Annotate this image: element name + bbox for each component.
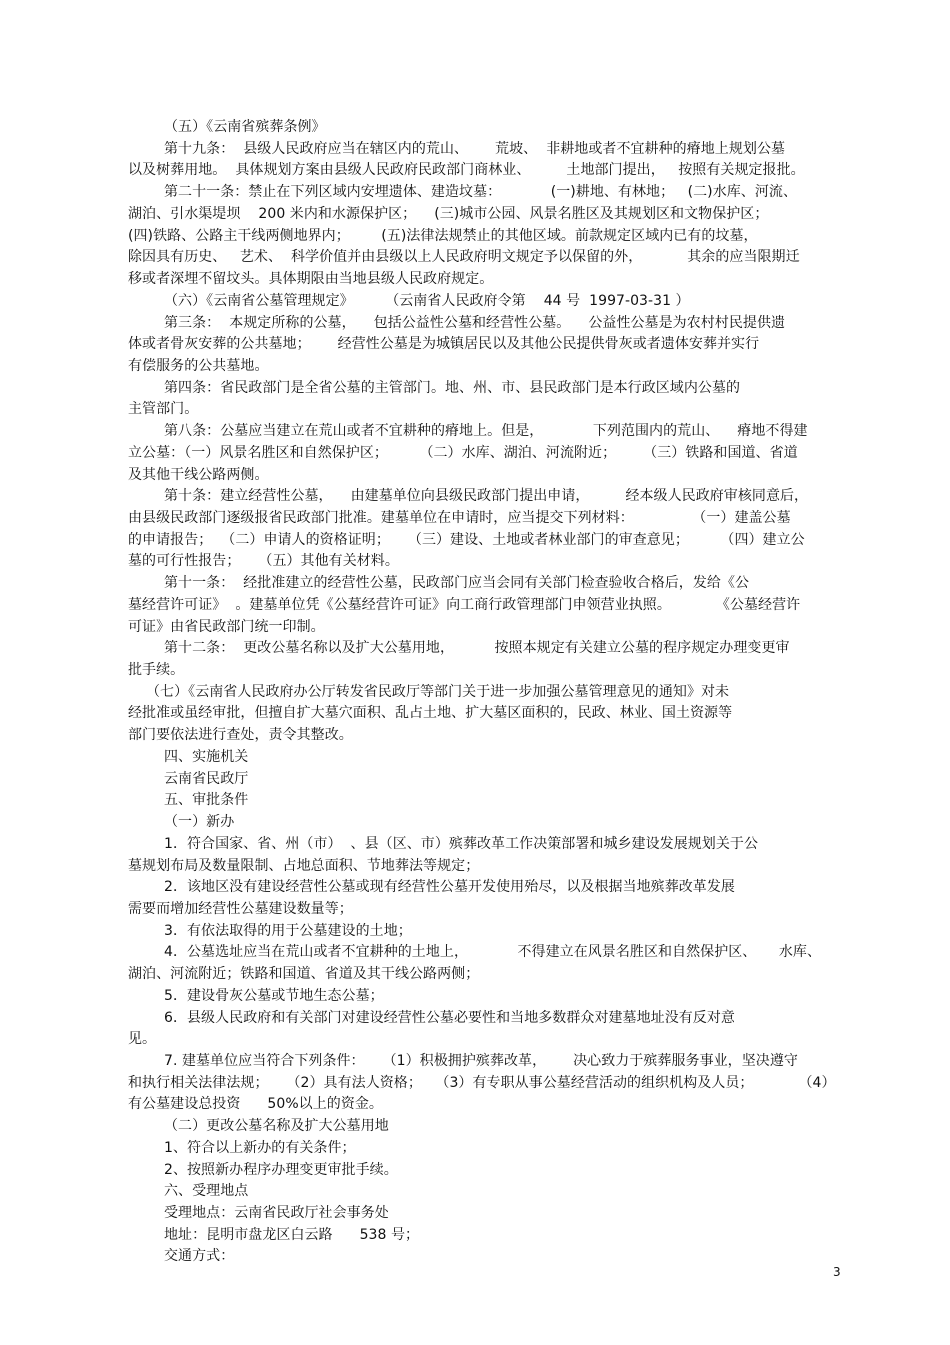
page-number: 3 — [833, 1265, 841, 1279]
text-line: 2、按照新办程序办理变更审批手续。 — [128, 1161, 398, 1178]
text-line: 有公墓建设总投资 50%以上的资金。 — [128, 1096, 383, 1113]
text-line: 第十条：建立经营性公墓， 由建墓单位向县级民政部门提出申请， 经本级人民政府审核同意后， — [128, 488, 809, 505]
text-line: 3．有依法取得的用于公墓建设的土地； — [128, 922, 412, 939]
text-line: 四、实施机关 — [128, 748, 249, 765]
text-line: 交通方式： — [128, 1248, 235, 1265]
text-line: （一）新办 — [128, 814, 235, 830]
text-line: 墓的可行性报告； （五）其他有关材料。 — [128, 553, 399, 570]
text-line: 云南省民政厅 — [128, 770, 249, 787]
text-line: 1．符合国家、省、州（市） 、县（区、市）殡葬改革工作决策部署和城乡建设发展规划关于公 — [128, 835, 759, 852]
text-line: 主管部门。 — [128, 401, 199, 418]
text-line: 以及树葬用地。 具体规划方案由县级人民政府民政部门商林业、 土地部门提出， 按照有关规定报批。 — [128, 162, 805, 179]
text-line: （五）《云南省殡葬条例》 — [128, 119, 326, 135]
text-line: 1、符合以上新办的有关条件； — [128, 1139, 356, 1156]
text-line: （六）《云南省公墓管理规定》 （云南省人民政府令第 44 号 1997-03-31 ） — [128, 292, 690, 309]
text-line: (四)铁路、公路主干线两侧地界内； (五)法律法规禁止的其他区域。前款规定区域内已有的坟墓， — [128, 227, 758, 244]
text-line: 第八条：公墓应当建立在荒山或者不宜耕种的瘠地上。但是， 下列范围内的荒山、 瘠地不得建 — [128, 423, 808, 440]
text-line: 立公墓：（一）风景名胜区和自然保护区； （二）水库、湖泊、河流附近； （三）铁路和国道、省道 — [128, 444, 798, 461]
text-line: 第四条：省民政部门是全省公墓的主管部门。地、州、市、县民政部门是本行政区域内公墓的 — [128, 379, 741, 396]
text-line: 六、受理地点 — [128, 1183, 249, 1200]
text-line: 湖泊、河流附近；铁路和国道、省道及其干线公路两侧； — [128, 966, 480, 983]
text-line: 第三条： 本规定所称的公墓， 包括公益性公墓和经营性公墓。 公益性公墓是为农村村民提供遗 — [128, 314, 786, 331]
text-line: 及其他干线公路两侧。 — [128, 466, 269, 483]
text-line: 由县级民政部门逐级报省民政部门批准。建墓单位在申请时，应当提交下列材料： （一）建盖公墓 — [128, 510, 791, 526]
text-line: 第十九条： 县级人民政府应当在辖区内的荒山、 荒坡、 非耕地或者不宜耕种的瘠地上规划公墓 — [128, 140, 786, 157]
text-line: 墓经营许可证》 。建墓单位凭《公墓经营许可证》向工商行政管理部门申领营业执照。 《公墓经营许 — [128, 596, 801, 613]
text-line: 第十二条： 更改公墓名称以及扩大公墓用地， 按照本规定有关建立公墓的程序规定办理变更审 — [128, 640, 790, 657]
text-line: 见。 — [128, 1031, 157, 1048]
text-line: 2．该地区没有建设经营性公墓或现有经营性公墓开发使用殆尽，以及根据当地殡葬改革发展 — [128, 879, 735, 896]
text-line: 的申请报告； （二）申请人的资格证明； （三）建设、土地或者林业部门的审查意见； （四）建立公 — [128, 531, 805, 548]
text-line: 批手续。 — [128, 662, 185, 678]
text-line: 湖泊、引水渠堤坝 200 米内和水源保护区； (三)城市公园、风景名胜区及其规划区和文物保护区； — [128, 205, 769, 222]
text-line: 可证》由省民政部门统一印制。 — [128, 618, 325, 635]
text-line: 第十一条： 经批准建立的经营性公墓，民政部门应当会同有关部门检查验收合格后，发给《公 — [128, 575, 750, 592]
text-line: 第二十一条：禁止在下列区域内安埋遗体、建造坟墓： (一)耕地、有林地； (二)水库、河流、 — [128, 184, 797, 201]
text-line: 5．建设骨灰公墓或节地生态公墓； — [128, 987, 384, 1004]
text-line: 受理地点：云南省民政厅社会事务处 — [128, 1205, 389, 1221]
text-line: 和执行相关法律法规； （2）具有法人资格； （3）有专职从事公墓经营活动的组织机构及人员； （4） — [128, 1074, 836, 1091]
text-line: 墓规划布局及数量限制、占地总面积、节地葬法等规定； — [128, 857, 480, 874]
text-line: 地址：昆明市盘龙区白云路 538 号； — [128, 1226, 420, 1243]
text-line: 移或者深埋不留坟头。具体期限由当地县级人民政府规定。 — [128, 271, 494, 287]
text-line: 需要而增加经营性公墓建设数量等； — [128, 900, 353, 917]
text-line: 6．县级人民政府和有关部门对建设经营性公墓必要性和当地多数群众对建墓地址没有反对意 — [128, 1009, 735, 1026]
text-line: （二）更改公墓名称及扩大公墓用地 — [128, 1118, 389, 1135]
text-line: 7. 建墓单位应当符合下列条件： （1）积极拥护殡葬改革， 决心致力于殡葬服务事业，坚决遵守 — [128, 1053, 798, 1069]
text-line: （七）《云南省人民政府办公厅转发省民政厅等部门关于进一步加强公墓管理意见的通知》对未 — [128, 683, 730, 700]
text-line: 体或者骨灰安葬的公共墓地； 经营性公墓是为城镇居民以及其他公民提供骨灰或者遗体安葬并实行 — [128, 336, 760, 353]
text-line: 除因具有历史、 艺术、 科学价值并由县级以上人民政府明文规定予以保留的外， 其余的应当限期迁 — [128, 249, 800, 266]
text-line: 五、审批条件 — [128, 792, 249, 809]
text-line: 4．公墓选址应当在荒山或者不宜耕种的土地上， 不得建立在风景名胜区和自然保护区、 水库、 — [128, 944, 822, 961]
text-line: 经批准或虽经审批，但擅自扩大墓穴面积、乱占土地、扩大墓区面积的，民政、林业、国土资源等 — [128, 705, 733, 722]
text-line: 有偿服务的公共墓地。 — [128, 357, 269, 374]
text-line: 部门要依法进行查处，责令其整改。 — [128, 727, 353, 744]
